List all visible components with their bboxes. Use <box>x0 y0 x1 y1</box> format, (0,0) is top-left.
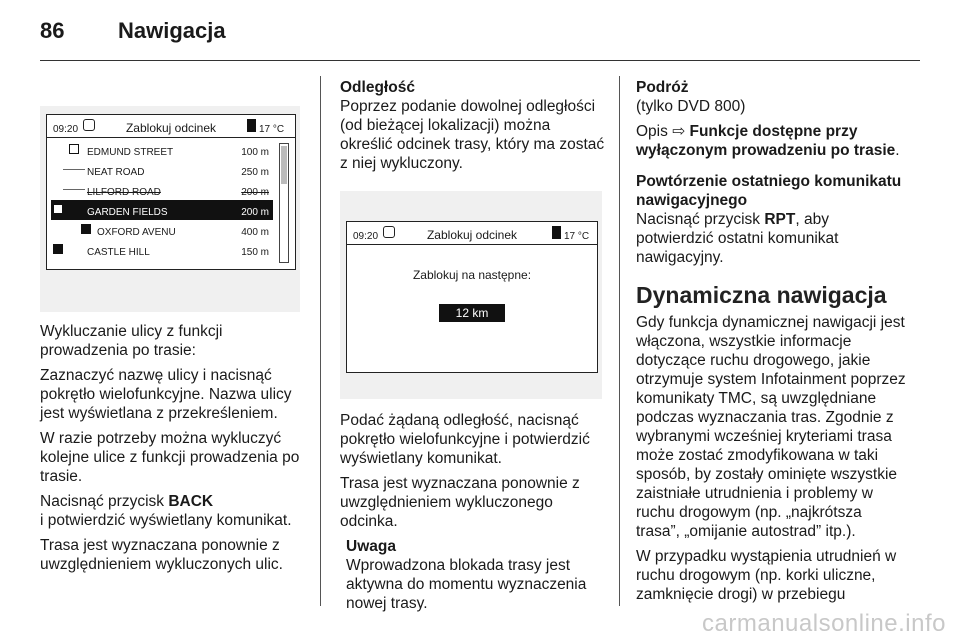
street-distance: 200 m <box>241 207 269 218</box>
button-name-back: BACK <box>168 493 214 510</box>
street-row[interactable] <box>51 140 273 160</box>
column-3 <box>636 78 906 610</box>
scrollbar-thumb[interactable] <box>281 146 287 184</box>
screen-title: Zablokuj odcinek <box>125 121 217 135</box>
tree-line <box>63 169 85 170</box>
screen-prompt: Zablokuj na następne: <box>412 268 532 282</box>
street-row[interactable] <box>51 220 273 240</box>
cross-reference-arrow-icon: ⇨ <box>672 123 686 140</box>
figure-distance <box>340 191 602 399</box>
watermark: carmanualsonline.info <box>702 610 946 637</box>
phone-icon <box>247 119 256 132</box>
note-text: Wprowadzona blokada trasy jest aktywna do momentu wyznaczenia nowej trasy. <box>346 557 587 612</box>
screen-top-bar <box>347 222 597 245</box>
tree-line <box>63 189 85 190</box>
section-heading: Powtórzenie ostatniego komunikatu nawigacyjnego <box>636 173 902 209</box>
screen-distance <box>346 221 598 373</box>
header-rule <box>40 60 920 61</box>
paragraph: W razie potrzeby można wykluczyć kolejne ulice z funkcji prowadzenia po trasie. <box>40 430 300 485</box>
page-number: 86 <box>40 18 65 43</box>
street-row[interactable] <box>51 240 273 260</box>
street-marker-icon <box>69 144 79 154</box>
section-heading: Odległość <box>340 79 415 96</box>
note-block <box>346 537 606 613</box>
page-title: Nawigacja <box>118 18 226 43</box>
street-row-selected[interactable] <box>51 200 273 220</box>
distance-value-field[interactable]: 12 km <box>439 304 505 322</box>
chapter-heading: Dynamiczna nawigacja <box>636 282 887 308</box>
paragraph: Nacisnąć przycisk BACK i potwierdzić wyświetlany komunikat. <box>40 493 292 529</box>
screen-top-bar <box>47 115 295 138</box>
column-divider-1 <box>320 76 321 606</box>
street-distance: 250 m <box>241 167 269 178</box>
street-row-excluded[interactable] <box>51 180 273 200</box>
figure-street-list <box>40 106 300 312</box>
street-name: GARDEN FIELDS <box>87 207 168 218</box>
screen-temperature: 17 °C <box>259 124 285 135</box>
cross-reference-link[interactable]: Funkcje dostępne przy wyłączonym prowadzeniu po trasie <box>636 123 896 159</box>
paragraph: Nacisnąć przycisk RPT, aby potwierdzić ostatni komunikat nawigacyjny. <box>636 211 839 266</box>
page-header <box>40 14 920 54</box>
column-divider-2 <box>619 76 620 606</box>
paragraph: Podać żądaną odległość, nacisnąć pokrętło wielofunkcyjne i potwierdzić wyświetlany komunikat. <box>340 412 590 467</box>
street-name: CASTLE HILL <box>87 247 150 258</box>
street-name: OXFORD AVENU <box>97 227 176 238</box>
paragraph: Poprzez podanie dowolnej odległości (od bieżącej lokalizacji) można określić odcinek trasy, który ma zostać z niej wykluczony. <box>340 98 605 172</box>
street-name: LILFORD ROAD <box>87 187 161 198</box>
paragraph: Zaznaczyć nazwę ulicy i nacisnąć pokrętło wielofunkcyjne. Nazwa ulicy jest wyświetlana z przekreśleniem. <box>40 367 292 422</box>
paragraph: Trasa jest wyznaczana ponownie z uwzględnieniem wykluczonych ulic. <box>40 537 283 573</box>
junction-icon <box>81 224 91 234</box>
paragraph: Opis ⇨ Funkcje dostępne przy wyłączonym prowadzeniu po trasie. <box>636 123 900 159</box>
paragraph: Trasa jest wyznaczana ponownie z uwzględnieniem wykluczonego odcinka. <box>340 475 580 530</box>
paragraph: W przypadku wystąpienia utrudnień w ruchu drogowym (np. korki uliczne, zamknięcie drogi) w przebiegu <box>636 548 897 603</box>
street-marker-icon <box>53 204 63 214</box>
street-distance: 150 m <box>241 247 269 258</box>
street-distance: 100 m <box>241 147 269 158</box>
note-heading: Uwaga <box>346 538 396 555</box>
screen-time: 09:20 <box>353 231 379 242</box>
phone-icon <box>552 226 561 239</box>
column-2 <box>340 78 606 613</box>
screen-title: Zablokuj odcinek <box>426 228 518 242</box>
screen-street-list <box>46 114 296 270</box>
column-1 <box>40 78 308 580</box>
street-name: EDMUND STREET <box>87 147 174 158</box>
screen-scrollbar[interactable] <box>279 143 289 263</box>
section-heading: Podróż <box>636 79 689 96</box>
street-marker-icon <box>53 244 63 254</box>
screen-time: 09:20 <box>53 124 79 135</box>
street-row[interactable] <box>51 160 273 180</box>
street-distance: 200 m <box>241 187 269 198</box>
street-distance: 400 m <box>241 227 269 238</box>
screen-temperature: 17 °C <box>564 231 590 242</box>
paragraph: Wykluczanie ulicy z funkcji prowadzenia po trasie: <box>40 323 223 359</box>
button-name-rpt: RPT <box>764 211 796 228</box>
paragraph: Gdy funkcja dynamicznej nawigacji jest włączona, wszystkie informacje dotyczące ruchu drogowego, jakie otrzymuje system Infotainment poprzez komunikaty TMC, są uwzględniane podczas wyznaczania tras. Zgodnie z wybranymi wcześniej kryteriami trasa może zostać zmodyfikowana w taki sposób, by zostały ominięte wszystkie zaistniałe utrudnienia i problemy w ruchu drogowym (np. „najkrótsza trasa”, „omijanie autostrad” itp.). <box>636 314 906 540</box>
paragraph: (tylko DVD 800) <box>636 98 746 115</box>
street-name: NEAT ROAD <box>87 167 145 178</box>
